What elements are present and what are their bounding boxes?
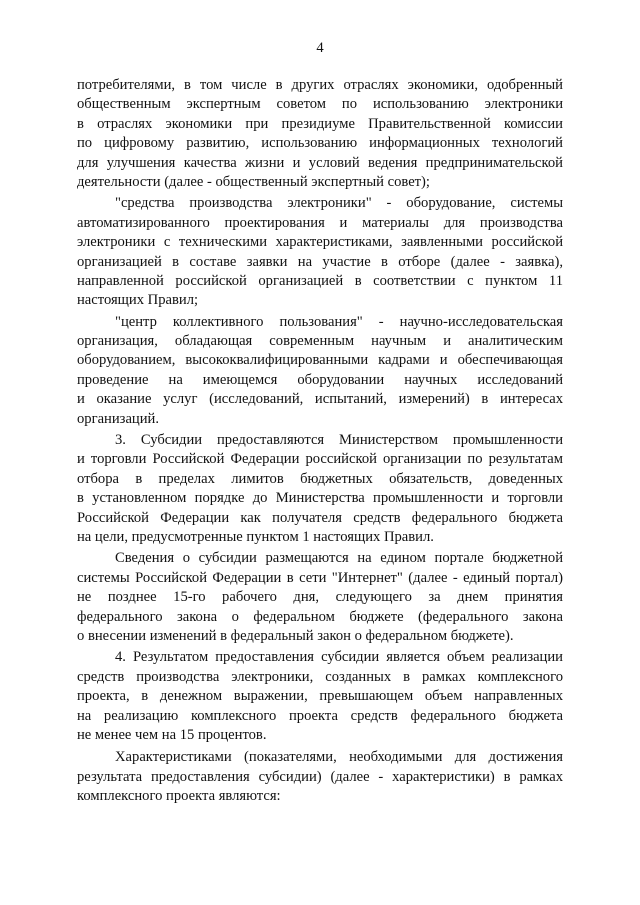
text-line: Характеристиками (показателями, необходимыми для достижения <box>115 749 563 766</box>
text-line: на реализацию комплексного проекта средств федерального бюджета <box>77 707 563 724</box>
text-line: потребителями, в том числе в других отраслях экономики, одобренный <box>77 77 563 93</box>
text-line: на цели, предусмотренные пунктом 1 настоящих Правил. <box>77 528 434 545</box>
page-number: 4 <box>316 40 324 56</box>
text-line: проекта, в денежном выражении, превышающем объем направленных <box>77 688 563 705</box>
text-line: электроники с техническими характеристиками, заявленными российской <box>77 234 563 251</box>
text-line: не менее чем на 15 процентов. <box>77 726 267 743</box>
text-line: комплексного проекта являются: <box>77 788 281 805</box>
text-line: в отраслях экономики при президиуме Правительственной комиссии <box>77 115 563 132</box>
text-line: для улучшения качества жизни и условий ведения предпринимательской <box>77 154 563 171</box>
text-line: настоящих Правил; <box>77 292 199 309</box>
text-line: "центр коллективного пользования" - научно-исследовательская <box>115 313 563 330</box>
text-line: и оказание услуг (исследований, испытаний, измерений) в интересах <box>77 391 563 408</box>
document-body <box>77 76 563 806</box>
text-line: не позднее 15-го рабочего дня, следующего за днем принятия <box>77 589 563 606</box>
text-line: федерального закона о федеральном бюджете (федерального закона <box>77 608 563 625</box>
text-line: оборудованием, высококвалифицированными кадрами и обеспечивающая <box>77 352 563 369</box>
text-line: направленной российской организацией в соответствии с пунктом 11 <box>77 272 563 289</box>
text-line: деятельности (далее - общественный экспертный совет); <box>77 173 430 190</box>
text-line: отбора в пределах лимитов бюджетных обязательств, доведенных <box>77 470 563 487</box>
text-line: результата предоставления субсидии) (далее - характеристики) в рамках <box>77 768 563 785</box>
text-line: "средства производства электроники" - оборудование, системы <box>115 195 563 212</box>
text-line: о внесении изменений в федеральный закон о федеральном бюджете). <box>77 627 514 644</box>
text-line: средств производства электроники, созданных в рамках комплексного <box>77 668 563 685</box>
text-line: проведение на имеющемся оборудовании научных исследований <box>77 371 563 388</box>
text-line: организаций. <box>77 410 159 427</box>
text-line: организация, обладающая современным научным и аналитическим <box>77 333 563 350</box>
text-line: общественным экспертным советом по использованию электроники <box>77 96 563 113</box>
text-line: по цифровому развитию, использованию информационных технологий <box>77 135 563 152</box>
text-line: в установленном порядке до Министерства промышленности и торговли <box>77 490 563 507</box>
text-line: автоматизированного проектирования и материалы для производства <box>77 214 563 231</box>
text-line: 4. Результатом предоставления субсидии является объем реализации <box>115 649 563 666</box>
text-line: организацией в составе заявки на участие в отборе (далее - заявка), <box>77 253 563 270</box>
text-line: Сведения о субсидии размещаются на едином портале бюджетной <box>115 550 563 567</box>
text-line: и торговли Российской Федерации российской организации по результатам <box>77 451 563 468</box>
text-line: 3. Субсидии предоставляются Министерством промышленности <box>115 432 563 449</box>
text-line: Российской Федерации как получателя средств федерального бюджета <box>77 509 563 526</box>
text-line: системы Российской Федерации в сети "Интернет" (далее - единый портал) <box>77 569 563 586</box>
